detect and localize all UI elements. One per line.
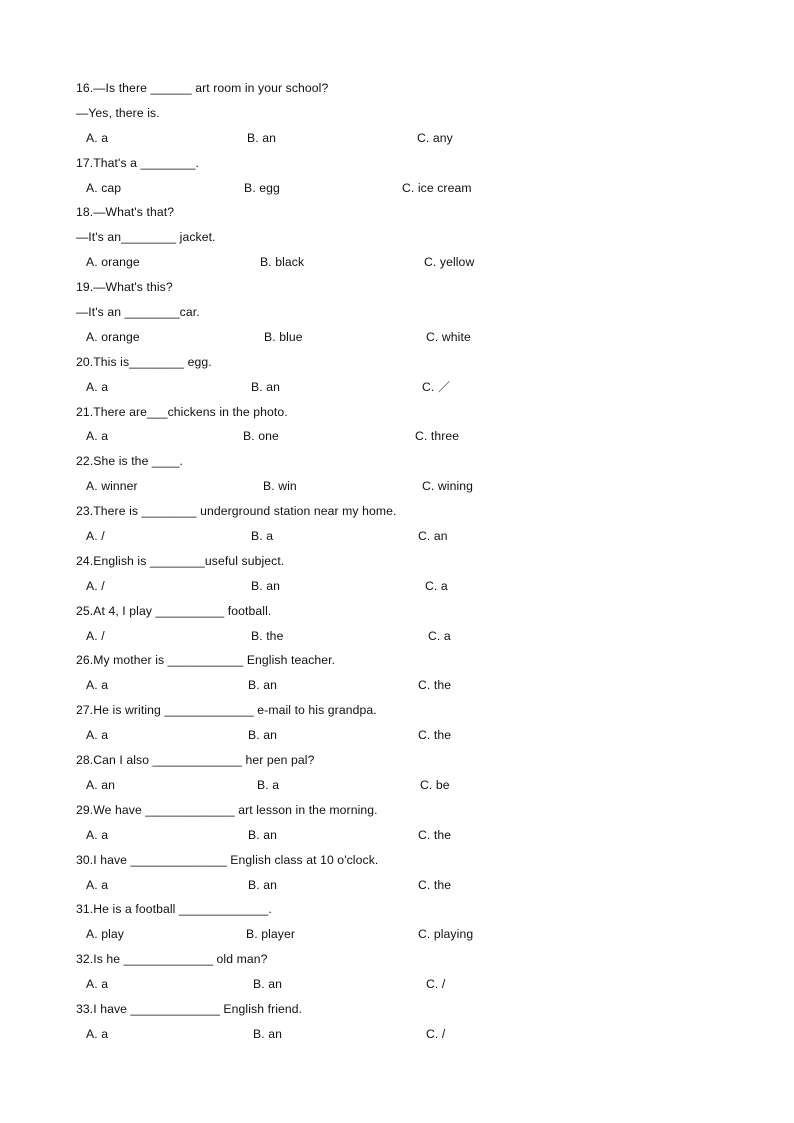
question-stem: 19.—What's this? [76, 280, 173, 295]
option-b: B. an [248, 728, 277, 743]
question-27 [0, 698, 794, 748]
option-c: C. the [418, 728, 452, 743]
question-stem: 30.I have ______________ English class at 10 o'clock. [76, 852, 379, 867]
answer-options [0, 176, 794, 201]
option-c: C. the [418, 877, 452, 892]
question-30 [0, 848, 794, 898]
option-c: C. / [426, 977, 446, 992]
option-a: A. play [86, 927, 124, 942]
option-a: A. a [86, 429, 109, 444]
option-c: C. wining [422, 479, 474, 494]
option-b: B. an [253, 977, 282, 992]
option-b: B. win [263, 479, 297, 494]
option-c: C. white [426, 329, 471, 344]
question-stem: 29.We have _____________ art lesson in the morning. [76, 802, 378, 817]
option-b: B. the [251, 628, 284, 643]
answer-options [0, 873, 794, 898]
answer-options [0, 624, 794, 649]
option-c: C. the [418, 827, 452, 842]
option-b: B. an [248, 877, 277, 892]
option-b: B. black [260, 255, 305, 270]
option-a: A. a [86, 1026, 109, 1041]
question-response: —Yes, there is. [76, 105, 160, 120]
question-stem: 17.That's a ________. [76, 155, 200, 170]
answer-options [0, 126, 794, 151]
answer-options [0, 723, 794, 748]
question-stem: 33.I have _____________ English friend. [76, 1001, 303, 1016]
option-a: A. an [86, 777, 115, 792]
answer-options [0, 424, 794, 449]
question-17 [0, 151, 794, 201]
answer-options [0, 375, 794, 400]
question-22 [0, 449, 794, 499]
option-b: B. player [246, 927, 295, 942]
question-response: —It's an________ jacket. [76, 230, 216, 245]
question-26 [0, 648, 794, 698]
question-20 [0, 350, 794, 400]
option-a: A. orange [86, 329, 140, 344]
option-c: C. any [417, 130, 453, 145]
question-response: —It's an ________car. [76, 305, 200, 320]
answer-options [0, 524, 794, 549]
option-b: B. blue [264, 329, 303, 344]
option-b: B. an [253, 1026, 282, 1041]
question-28 [0, 748, 794, 798]
option-a: A. a [86, 130, 109, 145]
question-25 [0, 599, 794, 649]
option-a: A. / [86, 529, 105, 544]
answer-options [0, 250, 794, 275]
question-stem: 20.This is________ egg. [76, 354, 212, 369]
option-b: B. egg [244, 180, 280, 195]
question-stem: 18.—What's that? [76, 205, 175, 220]
question-33 [0, 997, 794, 1047]
question-32 [0, 947, 794, 997]
option-b: B. a [251, 529, 274, 544]
option-a: A. orange [86, 255, 140, 270]
question-23 [0, 499, 794, 549]
answer-options [0, 673, 794, 698]
option-c: C. / [426, 1026, 446, 1041]
answer-options [0, 1022, 794, 1047]
question-stem: 22.She is the ____. [76, 454, 183, 469]
answer-options [0, 972, 794, 997]
answer-options [0, 325, 794, 350]
option-c: C. the [418, 678, 452, 693]
option-c: C. yellow [424, 255, 475, 270]
question-21 [0, 400, 794, 450]
question-stem: 26.My mother is ___________ English teacher. [76, 653, 336, 668]
question-stem: 31.He is a football _____________. [76, 902, 272, 917]
question-stem: 28.Can I also _____________ her pen pal? [76, 753, 315, 768]
option-b: B. an [247, 130, 276, 145]
question-24 [0, 549, 794, 599]
answer-options [0, 823, 794, 848]
option-b: B. an [248, 827, 277, 842]
question-31 [0, 897, 794, 947]
option-b: B. an [248, 678, 277, 693]
option-b: B. an [251, 578, 280, 593]
option-a: A. winner [86, 479, 138, 494]
option-a: A. cap [86, 180, 122, 195]
option-c: C. a [425, 578, 448, 593]
option-a: A. a [86, 379, 109, 394]
question-29 [0, 798, 794, 848]
answer-options [0, 574, 794, 599]
option-b: B. one [243, 429, 279, 444]
question-18 [0, 200, 794, 275]
option-c: C. be [420, 777, 450, 792]
question-16 [0, 76, 794, 151]
option-a: A. / [86, 628, 105, 643]
option-a: A. a [86, 728, 109, 743]
option-a: A. a [86, 678, 109, 693]
question-stem: 21.There are___chickens in the photo. [76, 404, 288, 419]
option-c: C. an [418, 529, 448, 544]
answer-options [0, 922, 794, 947]
question-stem: 32.Is he _____________ old man? [76, 952, 268, 967]
option-a: A. / [86, 578, 105, 593]
option-a: A. a [86, 827, 109, 842]
exercise-document [0, 76, 794, 1047]
question-stem: 27.He is writing _____________ e-mail to his grandpa. [76, 703, 377, 718]
option-a: A. a [86, 977, 109, 992]
question-stem: 24.English is ________useful subject. [76, 553, 285, 568]
option-a: A. a [86, 877, 109, 892]
question-stem: 16.—Is there ______ art room in your school? [76, 81, 329, 95]
option-b: B. an [251, 379, 280, 394]
option-c: C. ice cream [402, 180, 472, 195]
option-c: C. a [428, 628, 451, 643]
option-b: B. a [257, 777, 280, 792]
answer-options [0, 474, 794, 499]
option-c: C. playing [418, 927, 474, 942]
option-c: C. three [415, 429, 460, 444]
option-c: C. ／ [422, 379, 451, 394]
question-19 [0, 275, 794, 350]
question-stem: 25.At 4, I play __________ football. [76, 603, 272, 618]
answer-options [0, 773, 794, 798]
question-stem: 23.There is ________ underground station near my home. [76, 504, 397, 519]
